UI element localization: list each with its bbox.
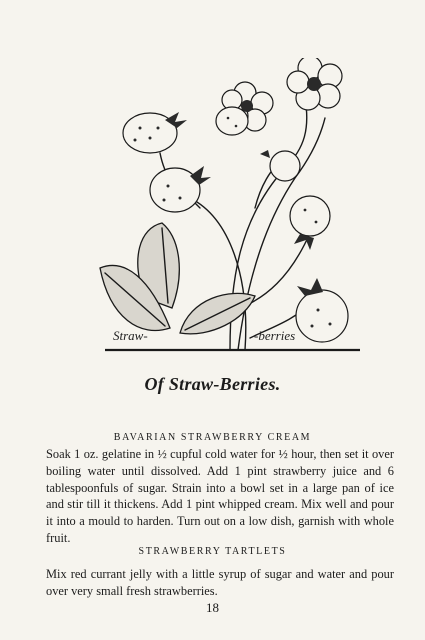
recipe-text-tartlets: Mix red currant jelly with a little syrup of sugar and water and pour over very small fresh strawberries. bbox=[46, 567, 394, 598]
illustration-caption-right: -berries bbox=[254, 328, 296, 343]
strawberry-plant-illustration bbox=[80, 58, 370, 360]
berry-top-left bbox=[123, 112, 187, 153]
page-number: 18 bbox=[206, 600, 219, 615]
flower-right bbox=[287, 58, 342, 110]
recipe-text-bavarian-cream: Soak 1 oz. gelatine in ½ cupful cold water for ½ hour, then set it over boiling water until dissolved. Add 1 pint strawberry juice and 6 tablespoonfuls of sugar. Strain into a bowl set in a large pan of ice and stir till it thickens. Add 1 pint whipped cream. Mix well and pour it into a mould to harden. Turn out on a low dish, garnish with whole fruit. bbox=[46, 447, 394, 545]
recipe-heading-tartlets: STRAWBERRY TARTLETS bbox=[138, 546, 287, 557]
berry-right-upper bbox=[260, 150, 300, 181]
recipe-heading-bavarian-cream: BAVARIAN STRAWBERRY CREAM bbox=[113, 432, 312, 443]
berry-right-middle bbox=[290, 196, 330, 250]
berry-top-center bbox=[216, 107, 248, 135]
page-title: Of Straw-Berries. bbox=[144, 374, 281, 394]
berry-right-lower bbox=[296, 278, 348, 342]
illustration-caption-left: Straw- bbox=[113, 328, 148, 343]
